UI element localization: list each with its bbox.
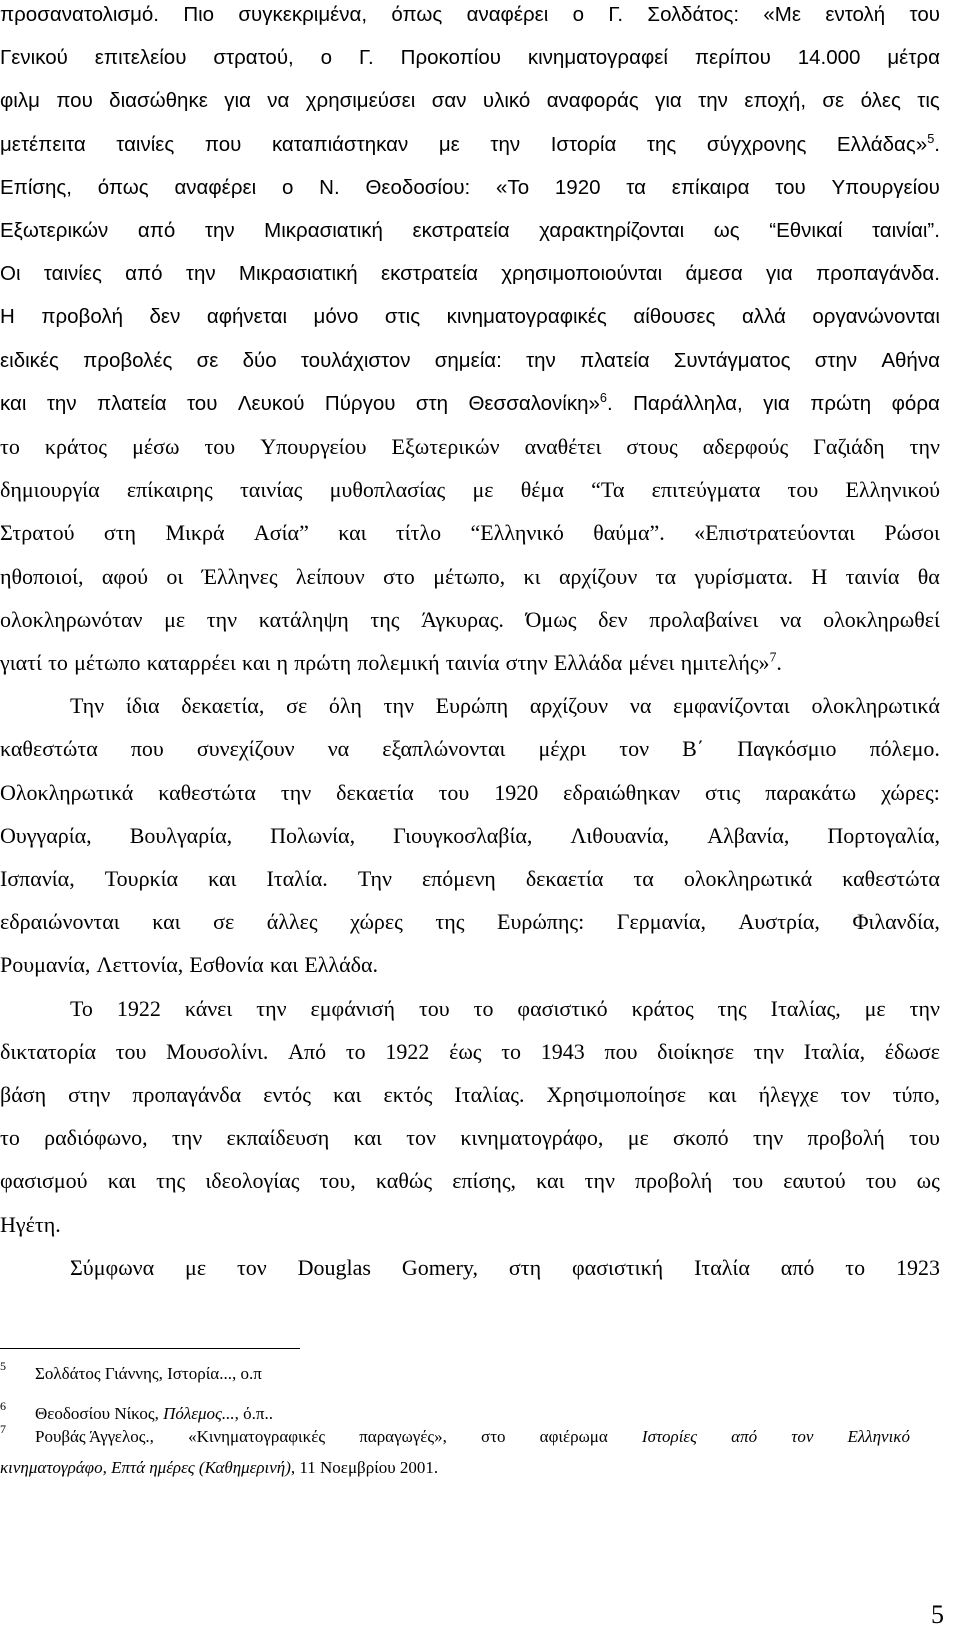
text-line: Ολοκληρωτικά καθεστώτα την δεκαετία του 1920 εδραιώθηκαν στις παρακάτω χώρες: [0,779,940,805]
page-number: 5 [931,1600,944,1629]
footnote-continuation [0,1457,940,1479]
text-line: προσανατολισμό. Πιο συγκεκριμένα, όπως αναφέρει ο Γ. Σολδάτος: «Με εντολή του [0,3,940,26]
text-line: φιλμ που διασώθηκε για να χρησιμεύσει σαν υλικό αναφοράς για την εποχή, σε όλες τις [0,89,940,113]
text-line: Επίσης, όπως αναφέρει ο Ν. Θεοδοσίου: «Το 1920 τα επίκαιρα του Υπουργείου [0,175,940,199]
text-line: και την πλατεία του Λευκού Πύργου στη Θεσσαλονίκη»$^6$. Παράλληλα, για πρώτη φόρα [0,389,940,415]
text-line: Ισπανία, Τουρκία και Ιταλία. Την επόμενη δεκαετία τα ολοκληρωτικά καθεστώτα [0,866,940,891]
text-line: Την ίδια δεκαετία, σε όλη την Ευρώπη αρχίζουν να εμφανίζονται ολοκληρωτικά [70,693,940,719]
text-line: Στρατού στη Μικρά Ασία” και τίτλο “Ελληνικό θαύμα”. «Επιστρατεύονται Ρώσοι [0,520,940,546]
footnote-separator [0,1348,300,1349]
text-line: βάση στην προπαγάνδα εντός και εκτός Ιταλίας. Χρησιμοποίησε και ήλεγχε τον τύπο, [0,1082,940,1107]
text-line: Οι ταινίες από την Μικρασιατική εκστρατεία χρησιμοποιούνται άμεσα για προπαγάνδα. [0,262,940,286]
footnote-number: 6 [0,1399,6,1413]
text-line: δημιουργία επίκαιρης ταινίας μυθοπλασίας με θέμα “Τα επιτεύγματα του Ελληνικού [0,477,940,503]
text-line: ολοκληρωνόταν με την κατάληψη της Άγκυρας. Όμως δεν προλαβαίνει να ολοκληρωθεί [0,606,940,632]
text-line: Η προβολή δεν αφήνεται μόνο στις κινηματογραφικές αίθουσες αλλά οργανώνονται [0,305,940,329]
text-line: γιατί το μέτωπο καταρρέει και η πρώτη πολεμική ταινία στην Ελλάδα μένει ημιτελής»$^7$. [0,649,782,675]
text-line: ηθοποιοί, αφού οι Έλληνες λείπουν στο μέτωπο, κι αρχίζουν τα γυρίσματα. Η ταινία θα [0,563,940,589]
text-line: καθεστώτα που συνεχίζουν να εξαπλώνονται μέχρι τον Β΄ Παγκόσμιο πόλεμο. [0,736,940,762]
footnote-text: κινηματογράφο, Επτά ημέρες (Καθημερινή), 11 Νοεμβρίου 2001. [0,1458,439,1477]
footnote-text: Θεοδοσίου Νίκος, Πόλεμος..., ό.π.. [35,1404,273,1423]
text-line: Ηγέτη. [0,1211,61,1237]
text-line: Ουγγαρία, Βουλγαρία, Πολωνία, Γιουγκοσλαβία, Λιθουανία, Αλβανία, Πορτογαλία, [0,822,940,848]
footnote-text: Ρουβάς Άγγελος., «Κινηματογραφικές παραγωγές», στο αφιέρωμα Ιστορίες από τον Ελληνικό [35,1427,910,1446]
text-line: το ραδιόφωνο, την εκπαίδευση και τον κινηματογράφο, με σκοπό την προβολή του [0,1125,940,1151]
text-line: δικτατορία του Μουσολίνι. Από το 1922 έως το 1943 που διοίκησε την Ιταλία, έδωσε [0,1038,940,1064]
text-line: Εξωτερικών από την Μικρασιατική εκστρατεία χαρακτηρίζονται ως “Εθνικαί ταινίαι”. [0,219,940,242]
text-line: μετέπειτα ταινίες που καταπιάστηκαν με την Ιστορία της σύγχρονης Ελλάδας»$^5$. [0,130,940,156]
text-line: εδραιώνονται και σε άλλες χώρες της Ευρώπης: Γερμανία, Αυστρία, Φιλανδία, [0,909,940,935]
text-line: Το 1922 κάνει την εμφάνισή του το φασιστικό κράτος της Ιταλίας, με την [70,995,940,1021]
footnote-number: 7 [0,1422,6,1436]
text-line: ειδικές προβολές σε δύο τουλάχιστον σημεία: την πλατεία Συντάγματος στην Αθήνα [0,348,940,372]
text-line: φασισμού και της ιδεολογίας του, καθώς επίσης, και την προβολή του εαυτού του ως [0,1168,940,1194]
text-line: Ρουμανία, Λεττονία, Εσθονία και Ελλάδα. [0,952,379,978]
text-line: Γενικού επιτελείου στρατού, ο Γ. Προκοπίου κινηματογραφεί περίπου 14.000 μέτρα [0,46,940,70]
footnote-text: Σολδάτος Γιάννης, Ιστορία..., ο.π [35,1364,262,1383]
text-line: το κράτος μέσω του Υπουργείου Εξωτερικών αναθέτει στους αδερφούς Γαζιάδη την [0,434,940,459]
footnote-number: 5 [0,1359,6,1373]
text-line: Σύμφωνα με τον Douglas Gomery, στη φασιστική Ιταλία από το 1923 [70,1254,940,1280]
